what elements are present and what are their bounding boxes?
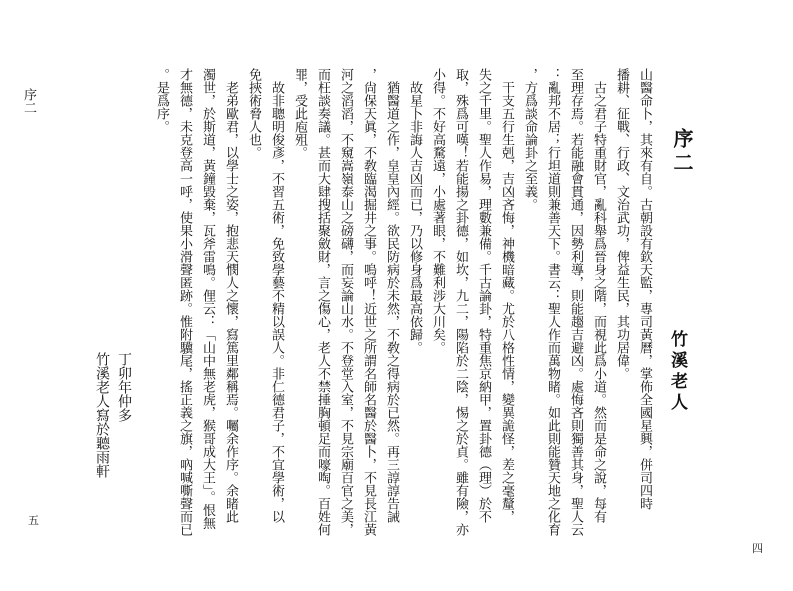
right-col-7: 干支五行生剋，吉凶吝悔，神機暗藏。尤於八格性情，變異詭怪，差之毫釐， bbox=[499, 68, 514, 523]
right-page-number: 四 bbox=[752, 542, 763, 555]
left-page-header: 序二 bbox=[21, 88, 36, 114]
left-col-7: 老弟歐君，以學士之姿，抱悲天憫人之懷，寫篤里鄰稱焉。囑余作序。余睹此 bbox=[223, 68, 238, 523]
preface-author: 竹溪老人 bbox=[667, 330, 687, 414]
left-col-10: 。是爲序。 bbox=[154, 68, 169, 133]
right-col-8: 失之千里。聖人作易，理數兼備。千古論卦，特重焦京納甲，置卦德（理）於不 bbox=[476, 68, 491, 523]
preface-title: 序二 bbox=[670, 128, 694, 176]
signature-author: 竹溪老人寫於聽雨軒 bbox=[94, 352, 110, 478]
left-col-4: 罪，受此庖殂。 bbox=[292, 68, 307, 159]
signature-date: 丁卯年仲多 bbox=[116, 352, 132, 422]
right-col-2: 播耕、征戰、行政、文治武功，俾益生民，其功居偉。 bbox=[614, 68, 629, 380]
right-col-6: ，方爲談命論卦之至義。 bbox=[522, 68, 537, 211]
right-col-5: ：亂邦不居；行坦道則兼善天下。書云：聖人作而萬物睹。如此則能贊天地之化育 bbox=[545, 68, 560, 536]
left-col-1: ，尙保天眞，不敎臨渴掘井之事。嗚呼！近世之所謂名師名醫於醫卜，不見長江黃 bbox=[361, 68, 376, 536]
left-col-5: 故非聰明俊彥，不習五術，免致學藝不精以誤人。非仁德君子，不宜學術，以 bbox=[269, 68, 284, 523]
right-col-1: 山醫命卜，其來有自。古朝設有欽天監，專司黃曆，掌佈全國星興，併司四時 bbox=[637, 68, 652, 510]
right-col-9: 取，殊爲可嘆！若能揚之卦德，如坎，九二，陽陷於二陰，惕之於貞。雖有險，亦 bbox=[453, 68, 468, 536]
right-col-4: 至理存焉。若能融會貫通，因勢利導，則能趨吉避凶。處悔吝則獨善其身，聖人云 bbox=[568, 68, 583, 536]
left-col-2: 河之滔滔，不窺嵩嶺泰山之磅礴，而妄論山水。不登堂入室，不見宗廟百官之美， bbox=[338, 68, 353, 536]
right-col-3: 古之君子特重財官，亂科舉爲晉身之階，而視此爲小道。然而是命之說，每有 bbox=[591, 68, 606, 523]
right-col-12: 猶醫道之作，皇皇內經。欲民防病於未然，不敎之得病於已然。再三諄諄告誡 bbox=[384, 68, 399, 523]
left-page-number: 五 bbox=[28, 514, 39, 527]
left-col-6: 免挾術脅人也。 bbox=[246, 68, 261, 159]
left-col-3: 而枉談奏議。甚而大肆搜括聚斂財，言之傷心，老人不禁捶胸頓足而嚎啕。百姓何 bbox=[315, 68, 330, 536]
left-col-9: 才無德，未克登高一呼，使果小滑聲匿跡。惟附驥尾，搖正義之旗，吶喊嘶聲而已 bbox=[177, 68, 192, 536]
right-col-11: 故星卜非誨人吉凶而已，乃以修身爲最高依歸。 bbox=[407, 68, 422, 354]
right-col-10: 小得。不好高騖遠，小處著眼，不難利涉大川矣。 bbox=[430, 68, 445, 354]
left-col-8: 濁世，於斯道，黃鐘毀棄，瓦斧雷鳴。俚云：「山中無老虎，猴哥成大王」。恨無 bbox=[200, 68, 215, 530]
